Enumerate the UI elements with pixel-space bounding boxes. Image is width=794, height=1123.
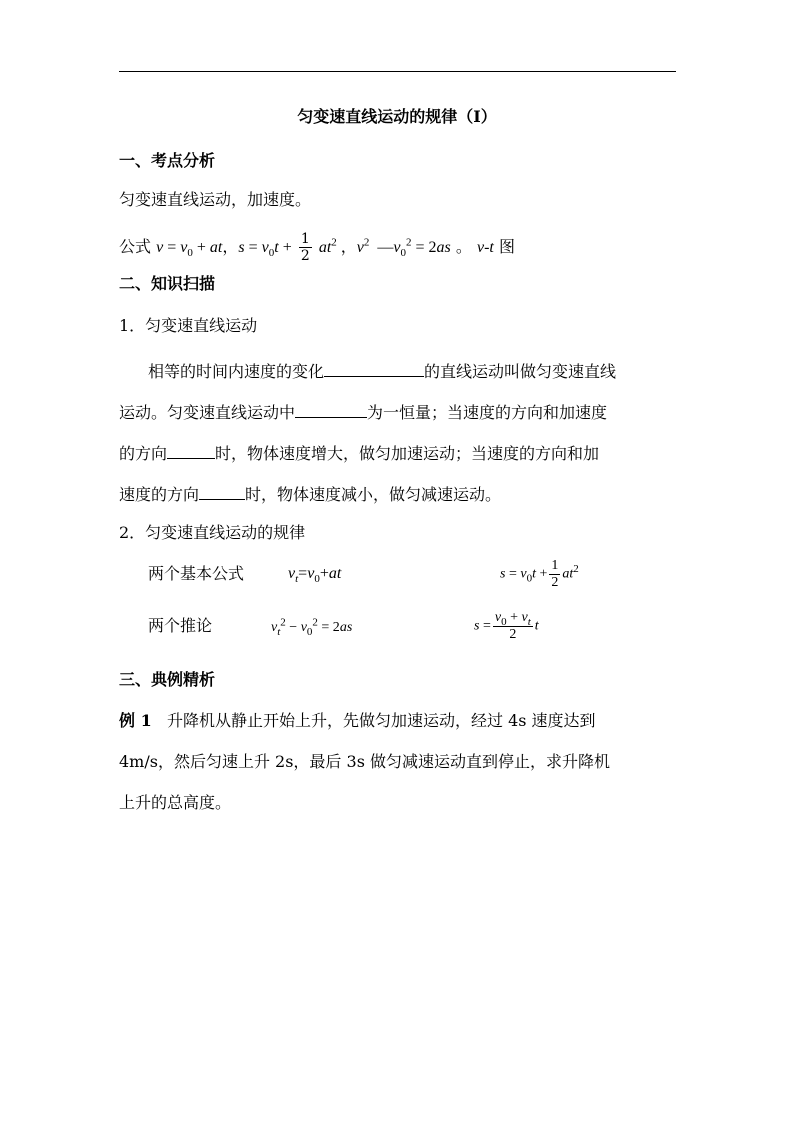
section1-line1: 匀变速直线运动，加速度。 [119, 190, 312, 209]
basic-formula-1: $v_t=v_0+at$ [288, 565, 342, 586]
example-line-3: 上升的总高度。 [119, 793, 232, 812]
example-line-1 [119, 711, 596, 731]
inference-label: 两个推论 [148, 616, 213, 635]
blank-3[interactable] [167, 441, 215, 459]
example-line-2: 4m/s，然后匀速上升 2s，最后 3s 做匀减速运动直到停止，求升降机 [119, 752, 610, 771]
header-rule [119, 71, 676, 72]
formula-prefix: 公式 [119, 237, 152, 256]
formula-separator: 。 [455, 237, 472, 256]
formula-tail-word: 图 [498, 237, 515, 256]
section1-heading: 一、考点分析 [119, 151, 216, 170]
formula-vt: v-t [476, 239, 494, 256]
paragraph-line-3 [119, 441, 599, 464]
blank-4[interactable] [199, 482, 245, 500]
p2-text-a: 运动。匀变速直线运动中 [119, 403, 296, 422]
section2-sub2: 2．匀变速直线运动的规律 [119, 523, 306, 542]
blank-1[interactable] [324, 359, 424, 377]
basic-formula-label: 两个基本公式 [148, 564, 245, 583]
example-label: 例 1 [119, 711, 152, 730]
formula-velocity: $v = v_0$ + at，$s = v_0t$ + [156, 239, 292, 260]
p4-text-a: 速度的方向 [119, 485, 200, 504]
p1-text-b: 的直线运动叫做匀变速直线 [424, 362, 617, 381]
section3-heading: 三、典例精析 [119, 670, 216, 689]
inference-formula-1: $v_t^2 - v_0^2 = 2as$ [271, 616, 353, 638]
fraction-half-2: $\frac{1}{2}$ [551, 558, 559, 590]
blank-2[interactable] [295, 400, 367, 418]
p1-text-a: 相等的时间内速度的变化 [148, 362, 325, 381]
fraction-half: $\frac{1}{2}$ [300, 231, 310, 264]
formula-displacement-tail: $at^2$ ，$v^2$ $—v_0^2 = 2as$ [318, 236, 451, 260]
formula-line [119, 231, 515, 264]
paragraph-line-2 [119, 400, 607, 423]
p3-text-b: 时，物体速度增大，做匀加速运动；当速度的方向和加 [215, 444, 600, 463]
paragraph-line-4 [119, 482, 501, 505]
section2-heading: 二、知识扫描 [119, 274, 216, 293]
page-title: 匀变速直线运动的规律（Ⅰ） [297, 107, 497, 126]
fraction-average-velocity: $\frac{v_0 + v_t}{2}$ [494, 610, 531, 642]
example-text-1: 升降机从静止开始上升，先做匀加速运动，经过 4s 速度达到 [166, 711, 596, 730]
inference-formula-2: s = $\frac{v_0 + v_t}{2}$ t [474, 610, 539, 642]
p2-text-b: 为一恒量；当速度的方向和加速度 [367, 403, 608, 422]
p3-text-a: 的方向 [119, 444, 168, 463]
basic-formula-2: $s = v_0t$ + $\frac{1}{2}$ $at^2$ [500, 558, 579, 590]
p4-text-b: 时，物体速度减小，做匀减速运动。 [245, 485, 502, 504]
paragraph-line-1 [148, 359, 616, 382]
section2-sub1: 1．匀变速直线运动 [119, 316, 258, 335]
